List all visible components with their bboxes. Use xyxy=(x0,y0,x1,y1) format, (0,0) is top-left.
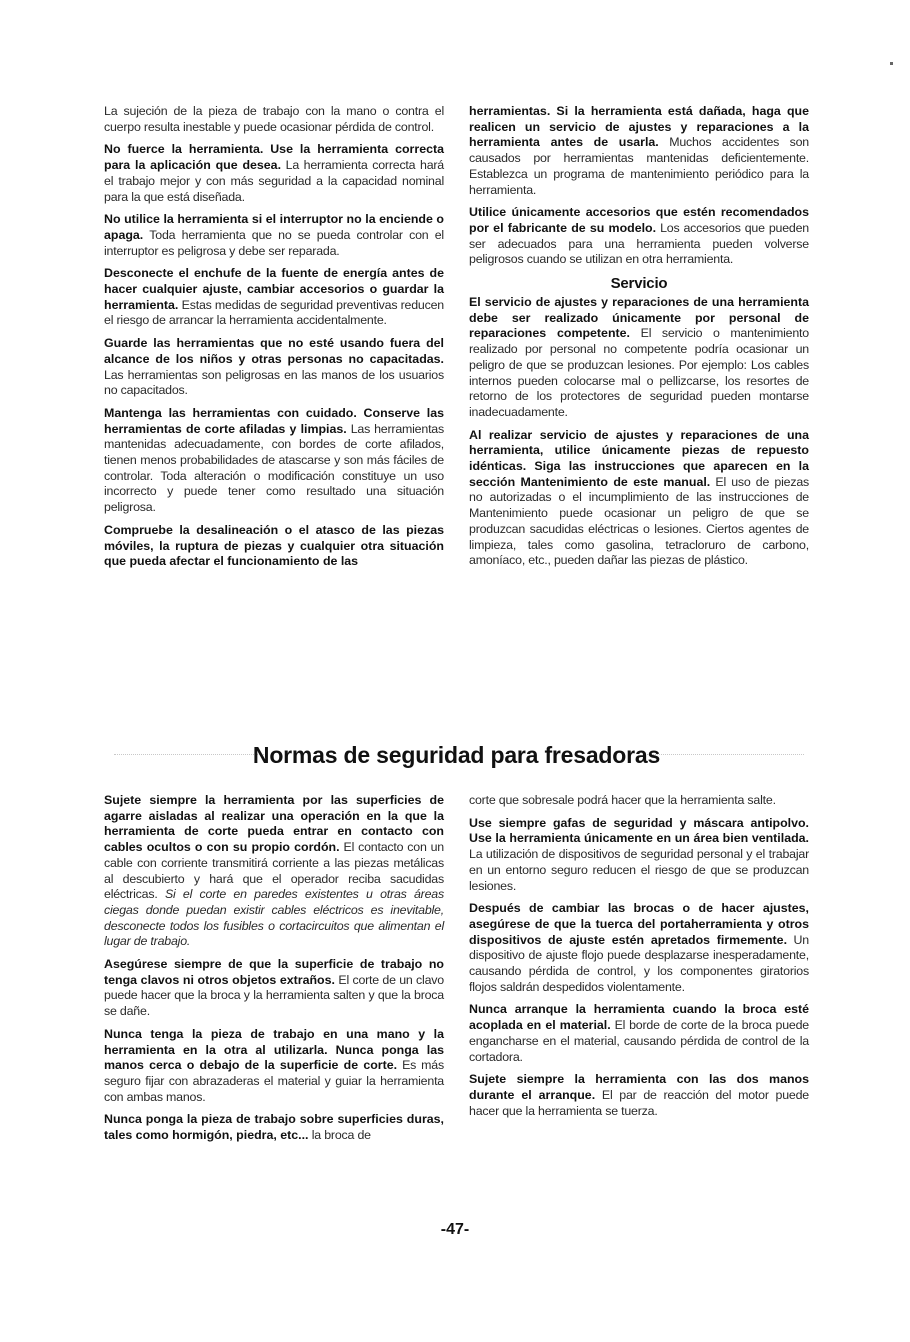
paragraph: Mantenga las herramientas con cuidado. Conserve las herramientas de corte afiladas y limpias. Las herramientas mantenidas adecuadamente, con bordes de corte afilados, tienen menos probabilidades de atascarse y son más fáciles de controlar. Toda alteración o modificación constituye un uso incorrecto y puede tener como resultado una situación peligrosa. xyxy=(104,405,444,515)
paragraph: No utilice la herramienta si el interruptor no la enciende o apaga. Toda herramienta que no se pueda controlar con el interruptor es peligrosa y debe ser reparada. xyxy=(104,212,444,258)
paragraph: Nunca arranque la herramienta cuando la broca esté acoplada en el material. El borde de corte de la broca puede engancharse en el material, causando pérdida de control de la cortadora. xyxy=(469,1002,809,1064)
section-heading-servicio: Servicio xyxy=(610,275,668,293)
section-banner xyxy=(104,735,809,775)
corner-mark xyxy=(890,62,893,65)
column-left-bottom xyxy=(104,793,444,1151)
paragraph: Sujete siempre la herramienta con las dos manos durante el arranque. El par de reacción del motor puede hacer que la herramienta se tuerza. xyxy=(469,1072,809,1118)
paragraph: La sujeción de la pieza de trabajo con la mano o contra el cuerpo resulta inestable y puede ocasionar pérdida de control. xyxy=(104,104,444,134)
paragraph: Use siempre gafas de seguridad y máscara antipolvo. Use la herramienta únicamente en un área bien ventilada. La utilización de dispositivos de seguridad personal y el trabajar en un entorno seguro reducen el riesgo de que se produzcan lesiones. xyxy=(469,815,809,893)
paragraph: Utilice únicamente accesorios que estén recomendados por el fabricante de su modelo. Los accesorios que pueden ser adecuados para una herramienta pueden volverse peligrosos cuando se utilizan en otra herramienta. xyxy=(469,205,809,267)
column-right-top xyxy=(469,104,809,576)
paragraph: Nunca ponga la pieza de trabajo sobre superficies duras, tales como hormigón, piedra, etc... la broca de xyxy=(104,1112,444,1143)
paragraph: Compruebe la desalineación o el atasco de las piezas móviles, la ruptura de piezas y cualquier otra situación que pueda afectar el funcionamiento de las xyxy=(104,522,444,569)
column-left-top xyxy=(104,104,444,577)
paragraph: Al realizar servicio de ajustes y reparaciones de una herramienta, utilice únicamente piezas de repuesto idénticas. Siga las instrucciones que aparecen en la sección Mantenimiento de este manual. El uso de piezas no autorizadas o el incumplimiento de las instrucciones de Mantenimiento puede ocasionar un peligro de que se produzcan sacudidas eléctricas o lesiones. Ciertos agentes de limpieza, tales como gasolina, tetracloruro de carbono, amoníaco, etc., pueden dañar las piezas de plástico. xyxy=(469,427,810,568)
paragraph: herramientas. Si la herramienta está dañada, haga que realicen un servicio de ajustes y reparaciones a la herramienta antes de usarla. Muchos accidentes son causados por herramientas mantenidas deficientemente. Establezca un programa de mantenimiento periódico para la herramienta. xyxy=(469,104,809,197)
page-number: -47- xyxy=(440,1221,470,1238)
paragraph: Guarde las herramientas que no esté usando fuera del alcance de los niños y otras personas no capacitadas. Las herramientas son peligrosas en las manos de los usuarios no capacitados. xyxy=(104,336,444,398)
paragraph: Desconecte el enchufe de la fuente de energía antes de hacer cualquier ajuste, cambiar accesorios o guardar la herramienta. Estas medidas de seguridad preventivas reducen el riesgo de arrancar la herramienta accidentalmente. xyxy=(104,266,444,328)
paragraph: El servicio de ajustes y reparaciones de una herramienta debe ser realizado únicamente por personal de reparaciones competente. El servicio o mantenimiento realizado por personal no competente podría ocasionar un peligro de que se produzcan lesiones. Por ejemplo: Los cables internos pueden colocarse mal o pellizcarse, los resortes de retorno de los protectores de seguridad pueden montarse inadecuadamente. xyxy=(469,295,809,419)
section-title: Normas de seguridad para fresadoras xyxy=(252,742,661,768)
paragraph: Sujete siempre la herramienta por las superficies de agarre aisladas al realizar una operación en la que la herramienta de corte pueda entrar en contacto con cables ocultos o con su propio cordón. El contacto con un cable con corriente transmitirá corriente a las piezas metálicas al descubierto y hará que el operador reciba sacudidas eléctricas. Si el corte en paredes existentes u otras áreas ciegas donde puedan existir cables eléctricos es inevitable, desconecte todos los fusibles o cortacircuitos que alimentan el lugar de trabajo. xyxy=(104,793,444,949)
paragraph: Nunca tenga la pieza de trabajo en una mano y la herramienta en la otra al utilizarla. Nunca ponga las manos cerca o debajo de la superficie de corte. Es más seguro fijar con abrazaderas el material y guiar la herramienta con ambas manos. xyxy=(104,1026,444,1104)
paragraph: No fuerce la herramienta. Use la herramienta correcta para la aplicación que desea. La herramienta correcta hará el trabajo mejor y con más seguridad a la capacidad nominal para la que está diseñada. xyxy=(104,142,444,204)
paragraph: Asegúrese siempre de que la superficie de trabajo no tenga clavos ni otros objetos extraños. El corte de un clavo puede hacer que la broca y la herramienta salten y que la broca se dañe. xyxy=(104,957,444,1019)
paragraph: corte que sobresale podrá hacer que la herramienta salte. xyxy=(469,793,776,807)
paragraph: Después de cambiar las brocas o de hacer ajustes, asegúrese de que la tuerca del portaherramienta y otros dispositivos de ajuste estén apretados firmemente. Un dispositivo de ajuste flojo puede desplazarse inesperadamente, causando pérdida de control, y los componentes giratorios flojos saldrán despedidos violentamente. xyxy=(469,901,809,994)
column-right-bottom xyxy=(469,793,809,1126)
